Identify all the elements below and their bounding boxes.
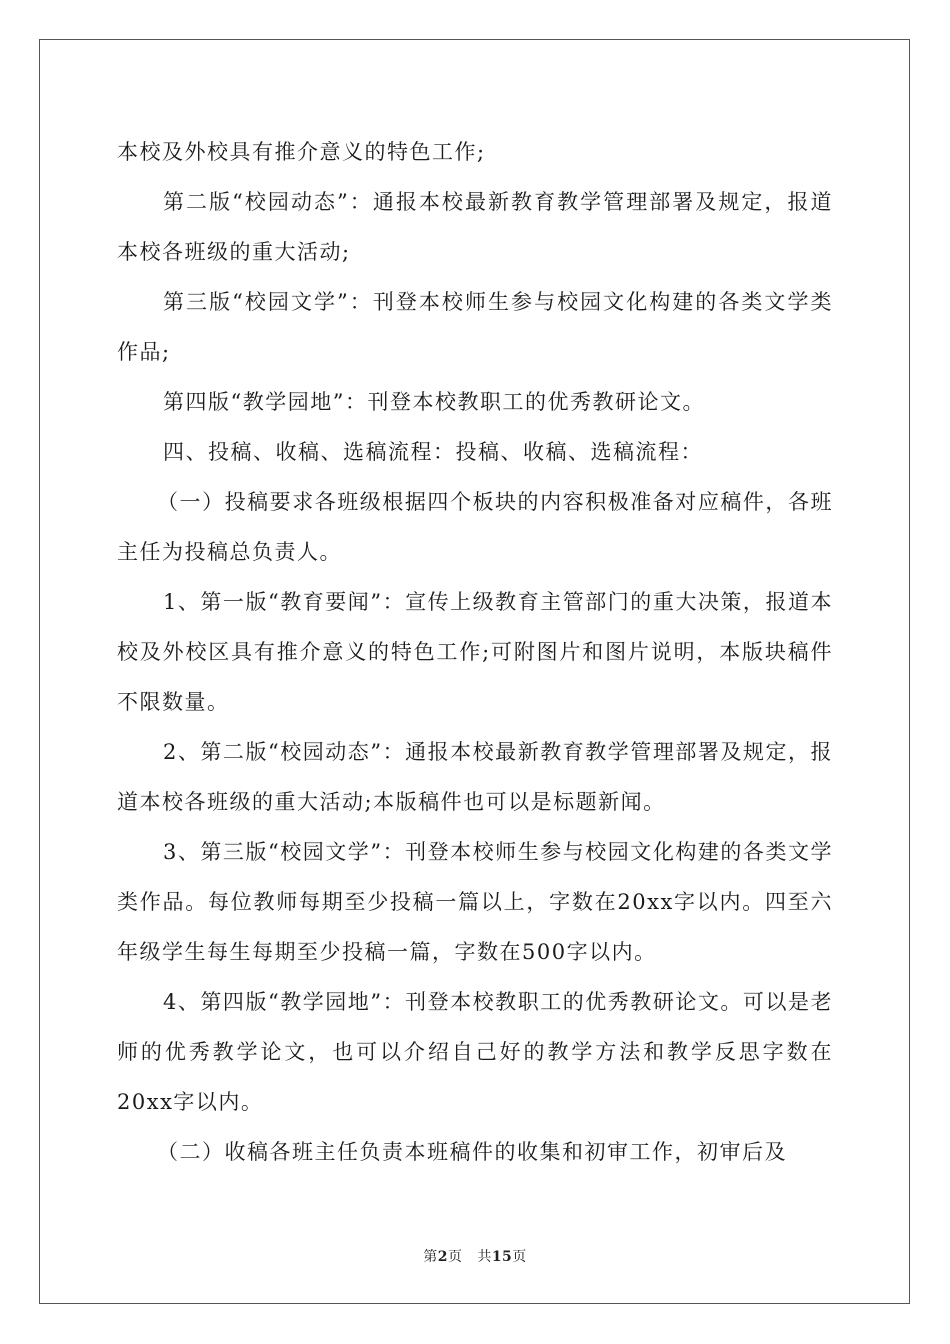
paragraph: 第二版“校园动态”：通报本校最新教育教学管理部署及规定，报道本校各班级的重大活动; [117,190,833,264]
page-footer [0,1246,950,1266]
paragraph: 1、第一版“教育要闻”：宣传上级教育主管部门的重大决策，报道本校及外校区具有推介意义的特色工作;可附图片和图片说明，本版块稿件不限数量。 [117,590,833,714]
paragraph: （二）收稿各班主任负责本班稿件的收集和初审工作，初审后及 [157,1140,787,1164]
page-number: 2 [437,1249,448,1265]
page-prefix: 第 [423,1249,438,1265]
paragraph: 第四版“教学园地”：刊登本校教职工的优秀教研论文。 [163,390,705,414]
total-suffix: 页 [512,1249,527,1265]
paragraph: 4、第四版“教学园地”：刊登本校教职工的优秀教研论文。可以是老师的优秀教学论文，也可以介绍自己好的教学方法和教学反思字数在20xx字以内。 [117,990,833,1114]
page-suffix: 页 [447,1249,463,1265]
paragraph: （一）投稿要求各班级根据四个板块的内容积极准备对应稿件，各班主任为投稿总负责人。 [117,490,833,564]
document-body [117,127,833,1177]
section-heading: 四、投稿、收稿、选稿流程：投稿、收稿、选稿流程： [163,440,703,464]
paragraph: 3、第三版“校园文学”：刊登本校师生参与校园文化构建的各类文学类作品。每位教师每期至少投稿一篇以上，字数在20xx字以内。四至六年级学生每生每期至少投稿一篇，字数在500字以内。 [117,840,833,964]
paragraph: 2、第二版“校园动态”：通报本校最新教育教学管理部署及规定，报道本校各班级的重大活动;本版稿件也可以是标题新闻。 [117,740,833,814]
total-prefix: 共 [477,1249,492,1265]
total-pages: 15 [491,1249,513,1265]
paragraph: 第三版“校园文学”：刊登本校师生参与校园文化构建的各类文学类作品; [117,290,833,364]
paragraph: 本校及外校具有推介意义的特色工作; [117,140,486,164]
